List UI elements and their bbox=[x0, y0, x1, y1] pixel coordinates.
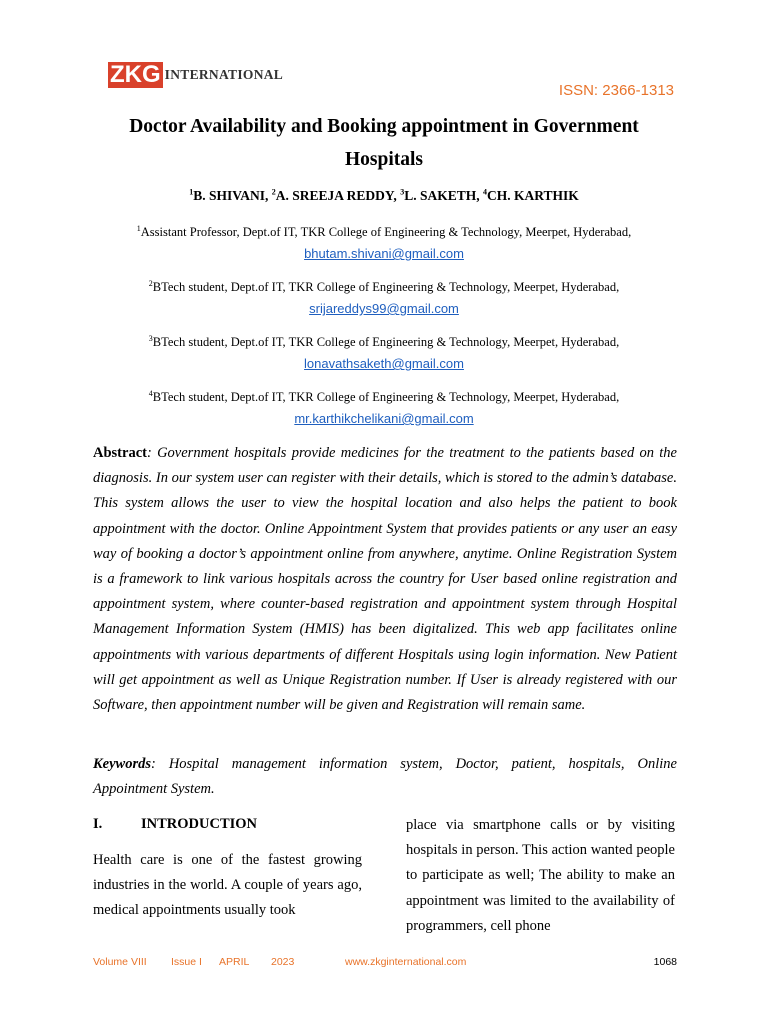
footer-month: APRIL bbox=[219, 956, 250, 968]
author-name: L. SAKETH, bbox=[404, 188, 483, 203]
affiliation-number: 1 bbox=[136, 223, 141, 233]
email-link[interactable]: mr.karthikchelikani@gmail.com bbox=[294, 411, 474, 426]
section-title: INTRODUCTION bbox=[141, 816, 258, 832]
author-name: B. SHIVANI, bbox=[193, 188, 272, 203]
affiliation bbox=[90, 331, 678, 375]
paper-title: Doctor Availability and Booking appointment in Government Hospitals bbox=[129, 116, 639, 170]
affiliation-text: Assistant Professor, Dept.of IT, TKR College of Engineering & Technology, Meerpet, Hyderabad, bbox=[140, 225, 632, 239]
keywords-text: : Hospital management information system, Doctor, patient, hospitals, Online Appointment System. bbox=[93, 756, 677, 798]
abstract-text: : Government hospitals provide medicines for the treatment to the patients based on the diagnosis. In our system user can register with their details, which is stored to the admin’s database. This system allows the user to view the hospital location and also helps the patient to book appointment with the doctor. Online Appointment System that provides patients or any user an easy way of booking a doctor’s appointment online from anywhere, anytime. Online Registration System is a framework to link various hospitals across the country for User based online registration and appointment system, where counter-based registration and appointment system through Hospital Management Information System (HMIS) has been digitalized. This web app facilitates online appointments with various departments of different Hospitals using login information. New Patient will get appointment as well as Unique Registration number. If User is already registered with our Software, then appointment number will be given and Registration will remain same. bbox=[93, 445, 677, 714]
body-right-column: place via smartphone calls or by visiting hospitals in person. This action wanted people to participate as well; The ability to make an appointment was limited to the availability of programmers, cell phone bbox=[406, 817, 675, 934]
logo-text: INTERNATIONAL bbox=[164, 67, 284, 82]
footer-website[interactable]: www.zkginternational.com bbox=[345, 956, 467, 968]
author-list bbox=[90, 188, 678, 204]
affiliation-number: 4 bbox=[148, 388, 153, 398]
keywords-label: Keywords bbox=[93, 756, 151, 772]
issn: ISSN: 2366-1313 bbox=[558, 82, 674, 99]
affiliation bbox=[90, 386, 678, 430]
affiliation-number: 3 bbox=[148, 333, 153, 343]
section-heading bbox=[93, 816, 257, 833]
footer-volume: Volume VIII bbox=[93, 956, 147, 968]
affiliation bbox=[90, 221, 678, 265]
affiliation-number: 2 bbox=[148, 278, 153, 288]
author-name: A. SREEJA REDDY, bbox=[275, 188, 401, 203]
author-name: CH. KARTHIK bbox=[486, 188, 579, 203]
footer-year: 2023 bbox=[271, 956, 295, 968]
author-number: 1 bbox=[189, 187, 194, 197]
email-link[interactable]: bhutam.shivani@gmail.com bbox=[304, 246, 464, 261]
page-number: 1068 bbox=[653, 956, 677, 968]
affiliation-text: BTech student, Dept.of IT, TKR College of Engineering & Technology, Meerpet, Hyderabad, bbox=[152, 335, 620, 349]
journal-logo bbox=[108, 60, 283, 88]
section-number: I. bbox=[93, 816, 103, 832]
affiliation bbox=[90, 276, 678, 320]
footer-issue: Issue I bbox=[171, 956, 202, 968]
author-number: 3 bbox=[400, 187, 405, 197]
keywords bbox=[93, 752, 677, 802]
author-number: 4 bbox=[482, 187, 487, 197]
affiliation-text: BTech student, Dept.of IT, TKR College of Engineering & Technology, Meerpet, Hyderabad, bbox=[152, 280, 620, 294]
email-link[interactable]: lonavathsaketh@gmail.com bbox=[304, 356, 464, 371]
logo-mark: ZKG bbox=[110, 61, 161, 88]
abstract-label: Abstract bbox=[93, 445, 147, 461]
affiliation-text: BTech student, Dept.of IT, TKR College of Engineering & Technology, Meerpet, Hyderabad, bbox=[152, 390, 620, 404]
author-number: 2 bbox=[271, 187, 276, 197]
page-footer bbox=[93, 956, 677, 972]
body-left-column: Health care is one of the fastest growing industries in the world. A couple of years ago, medical appointments usually took bbox=[93, 852, 362, 919]
email-link[interactable]: srijareddys99@gmail.com bbox=[309, 301, 459, 316]
abstract bbox=[93, 441, 677, 718]
